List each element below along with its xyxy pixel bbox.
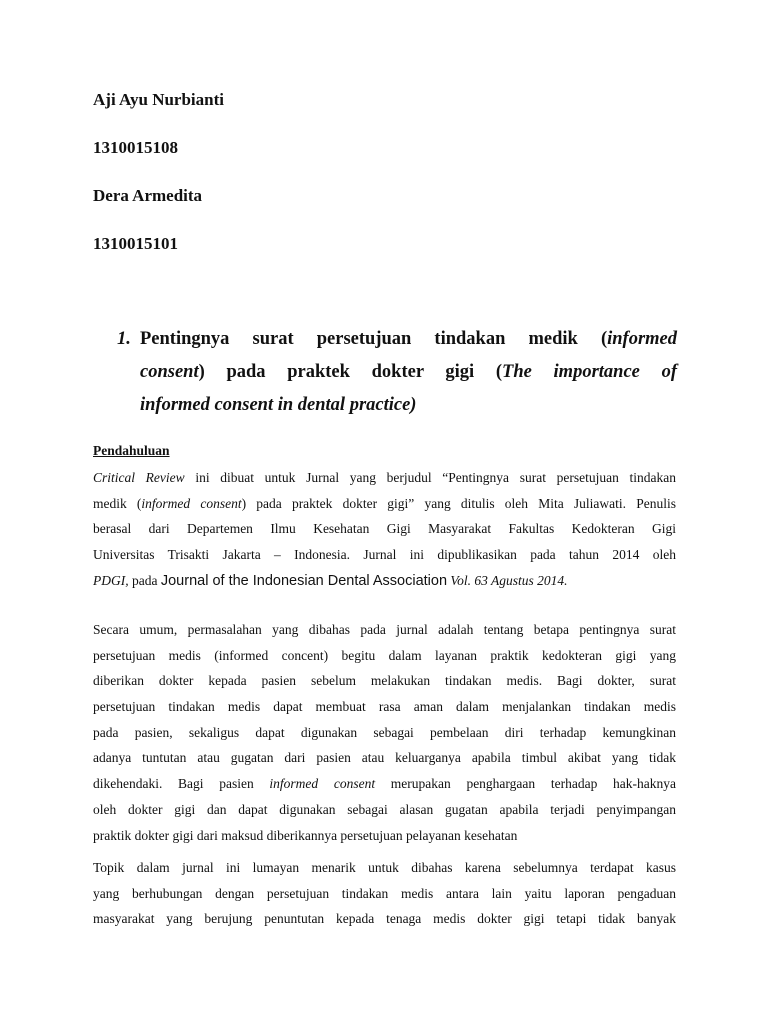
text-line: Critical Review ini dibuat untuk Jurnal yang berjudul “Pentingnya surat persetujuan tindakan: [93, 470, 676, 485]
text-line: Secara umum, permasalahan yang dibahas pada jurnal adalah tentang betapa pentingnya surat: [93, 622, 676, 637]
text-line: Topik dalam jurnal ini lumayan menarik untuk dibahas karena sebelumnya terdapat kasus: [93, 860, 676, 875]
text-line: Universitas Trisakti Jakarta – Indonesia. Jurnal ini dipublikasikan pada tahun 2014 oleh: [93, 547, 676, 563]
text-line: dikehendaki. Bagi pasien informed consent merupakan penghargaan terhadap hak-haknya: [93, 776, 676, 792]
author-1-id: 1310015108: [93, 138, 178, 157]
author-2-id: 1310015101: [93, 234, 178, 253]
text-line: persetujuan medis (informed concent) begitu dalam layanan praktik kedokteran gigi yang: [93, 647, 676, 663]
paragraph-topic: [93, 855, 676, 932]
text-line: persetujuan tindakan medis dapat membuat rasa aman dalam menjalankan tindakan medis: [93, 699, 676, 715]
text-line: diberikan dokter kepada pasien sebelum melakukan tindakan medis. Bagi dokter, surat: [93, 673, 676, 689]
heading-line: Pentingnya surat persetujuan tindakan medik (informed: [140, 329, 677, 349]
paragraph-intro: [93, 465, 676, 593]
section-title: Pendahuluan: [93, 443, 170, 458]
text-line: yang berhubungan dengan persetujuan tindakan medis antara lain yaitu laporan pengaduan: [93, 885, 676, 901]
text-line: medik (informed consent) pada praktek dokter gigi” yang ditulis oleh Mita Juliawati. Penulis: [93, 495, 676, 511]
text-line: pada pasien, sekaligus dapat digunakan sebagai pembelaan diri terhadap kemungkinan: [93, 724, 676, 740]
heading-number: 1.: [117, 329, 131, 349]
text-line: PDGI, pada Journal of the Indonesian Dental Association Vol. 63 Agustus 2014.: [93, 572, 568, 589]
text-line: praktik dokter gigi dari maksud diberikannya persetujuan pelayanan kesehatan: [93, 827, 518, 843]
author-2-name: Dera Armedita: [93, 186, 203, 205]
text-line: masyarakat yang berujung penuntutan kepada tenaga medis dokter gigi tetapi tidak banyak: [93, 911, 676, 927]
text-line: berasal dari Departemen Ilmu Kesehatan Gigi Masyarakat Fakultas Kedokteran Gigi: [93, 521, 676, 537]
heading-text: [140, 323, 677, 422]
journal-name: Journal of the Indonesian Dental Association: [160, 572, 448, 589]
heading-line: consent) pada praktek dokter gigi (The importance of: [140, 362, 677, 382]
text-line: adanya tuntutan atau gugatan dari pasien atau keluarganya apabila timbul akibat yang tidak: [93, 750, 676, 766]
author-1-name: Aji Ayu Nurbianti: [93, 90, 224, 109]
section-heading: [93, 323, 677, 422]
heading-line: informed consent in dental practice): [140, 395, 417, 415]
paragraph-summary: [93, 617, 676, 848]
text-line: oleh dokter gigi dan dapat digunakan sebagai alasan gugatan apabila terjadi penyimpangan: [93, 801, 676, 817]
